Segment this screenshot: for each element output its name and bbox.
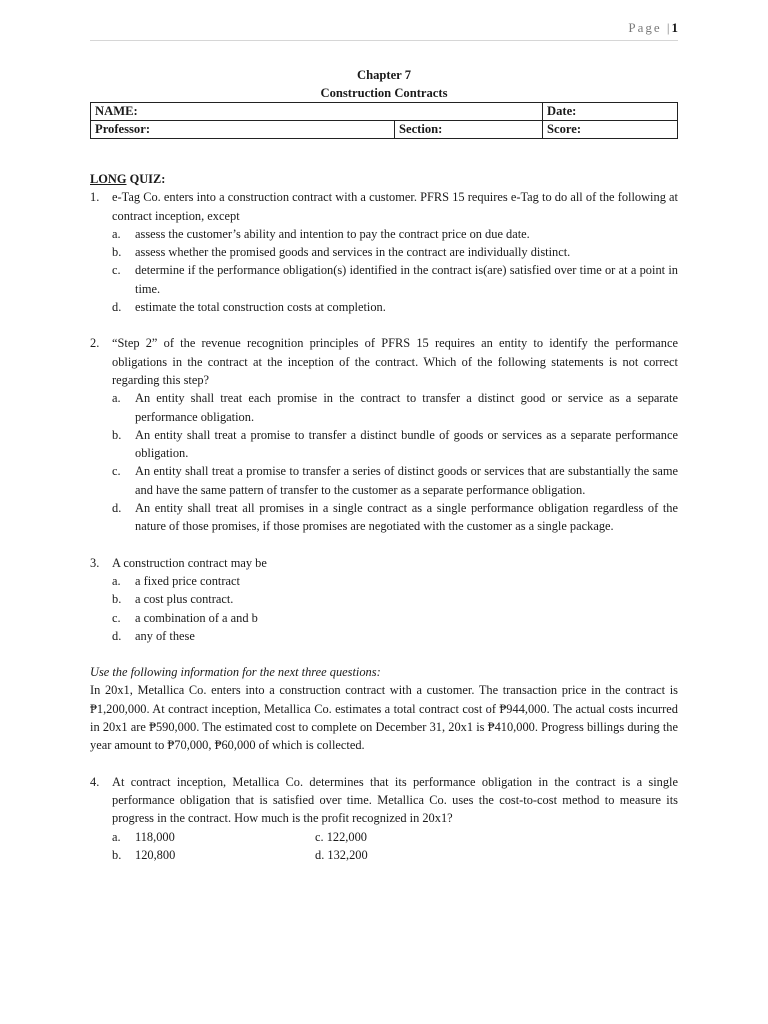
option-d[interactable]: d. any of these [112, 628, 195, 643]
option-d[interactable]: d. An entity shall treat all promises in a single contract as a single performance obligation regardless of the nature of those promises, if those promises are negotiated with the customer as a single package. [112, 501, 678, 534]
option-b[interactable]: b. assess whether the promised goods and services in the contract are individually distinct. [112, 245, 571, 260]
question-3 [90, 554, 678, 645]
option-a[interactable]: 118,000 [135, 829, 175, 844]
question-number: 1. [90, 190, 100, 205]
problem-info-paragraph: In 20x1, Metallica Co. enters into a construction contract with a customer. The transaction price in the contract is ₱1,200,000. At contract inception, Metallica Co. estimates a total contract cost of ₱944,000. The actual costs incurred in 20x1 are ₱590,000. The estimated cost to complete on December 31, 20x1 is ₱410,000. Progress billings during the year amount to ₱70,000, ₱60,000 of which is collected. [90, 683, 678, 753]
quiz-heading: LONG QUIZ: [90, 172, 166, 186]
professor-field[interactable]: Professor: [91, 121, 395, 139]
question-number: 2. [90, 336, 100, 351]
option-d[interactable]: d. estimate the total construction costs at completion. [112, 300, 386, 315]
option-a[interactable]: a. a fixed price contract [112, 573, 240, 588]
answer-options-grid [112, 828, 678, 865]
option-a[interactable]: a. assess the customer’s ability and intention to pay the contract price on due date. [112, 226, 530, 241]
question-1 [90, 188, 678, 316]
question-text: “Step 2” of the revenue recognition principles of PFRS 15 requires an entity to identify the performance obligations in the contract at the inception of the contract. Which of the following statements is not correct regarding this step? [112, 336, 678, 387]
option-b[interactable]: b. a cost plus contract. [112, 592, 234, 607]
page-separator: | [666, 20, 672, 35]
option-letter: b. [112, 847, 122, 862]
question-text: e-Tag Co. enters into a construction contract with a customer. PFRS 15 requires e-Tag to do all of the following at contract inception, except [112, 190, 678, 223]
question-number: 3. [90, 555, 100, 570]
student-info-table [90, 102, 678, 139]
question-4 [90, 773, 678, 864]
option-b[interactable]: b. An entity shall treat a promise to transfer a distinct bundle of goods or services as a separate performance obligation. [112, 427, 678, 461]
option-c[interactable]: c. 122,000 [315, 829, 367, 844]
option-c[interactable]: c. An entity shall treat a promise to transfer a series of distinct goods or services that are substantially the same and have the same pattern of transfer to the customer as a separate performance obligation. [112, 464, 678, 497]
page-header [628, 20, 678, 36]
option-c[interactable]: c. determine if the performance obligation(s) identified in the contract is(are) satisfied over time or at a point in time. [112, 263, 678, 296]
quiz-body [90, 170, 678, 864]
chapter-title: Chapter 7 [357, 68, 411, 82]
instruction-note: Use the following information for the next three questions: [90, 665, 381, 680]
question-number: 4. [90, 774, 100, 789]
section-field[interactable]: Section: [395, 121, 543, 139]
question-text: At contract inception, Metallica Co. determines that its performance obligation in the contract is a single performance obligation that is satisfied over time. Metallica Co. uses the cost-to-cost method to measure its progress in the contract. How much is the profit recognized in 20x1? [112, 774, 678, 826]
name-field[interactable]: NAME: [91, 103, 543, 121]
option-a[interactable]: a. An entity shall treat each promise in the contract to transfer a distinct good or service as a separate performance obligation. [112, 391, 678, 424]
option-d[interactable]: d. 132,200 [315, 847, 368, 862]
date-field[interactable]: Date: [543, 103, 678, 121]
question-text: A construction contract may be [112, 555, 267, 570]
header-divider [90, 40, 678, 41]
option-letter: a. [112, 829, 121, 844]
option-b[interactable]: 120,800 [135, 847, 176, 862]
score-field[interactable]: Score: [543, 121, 678, 139]
question-2 [90, 334, 678, 535]
option-c[interactable]: c. a combination of a and b [112, 610, 258, 625]
page-number: 1 [671, 20, 678, 35]
page-word: Page [628, 20, 662, 35]
chapter-subtitle: Construction Contracts [320, 86, 448, 100]
